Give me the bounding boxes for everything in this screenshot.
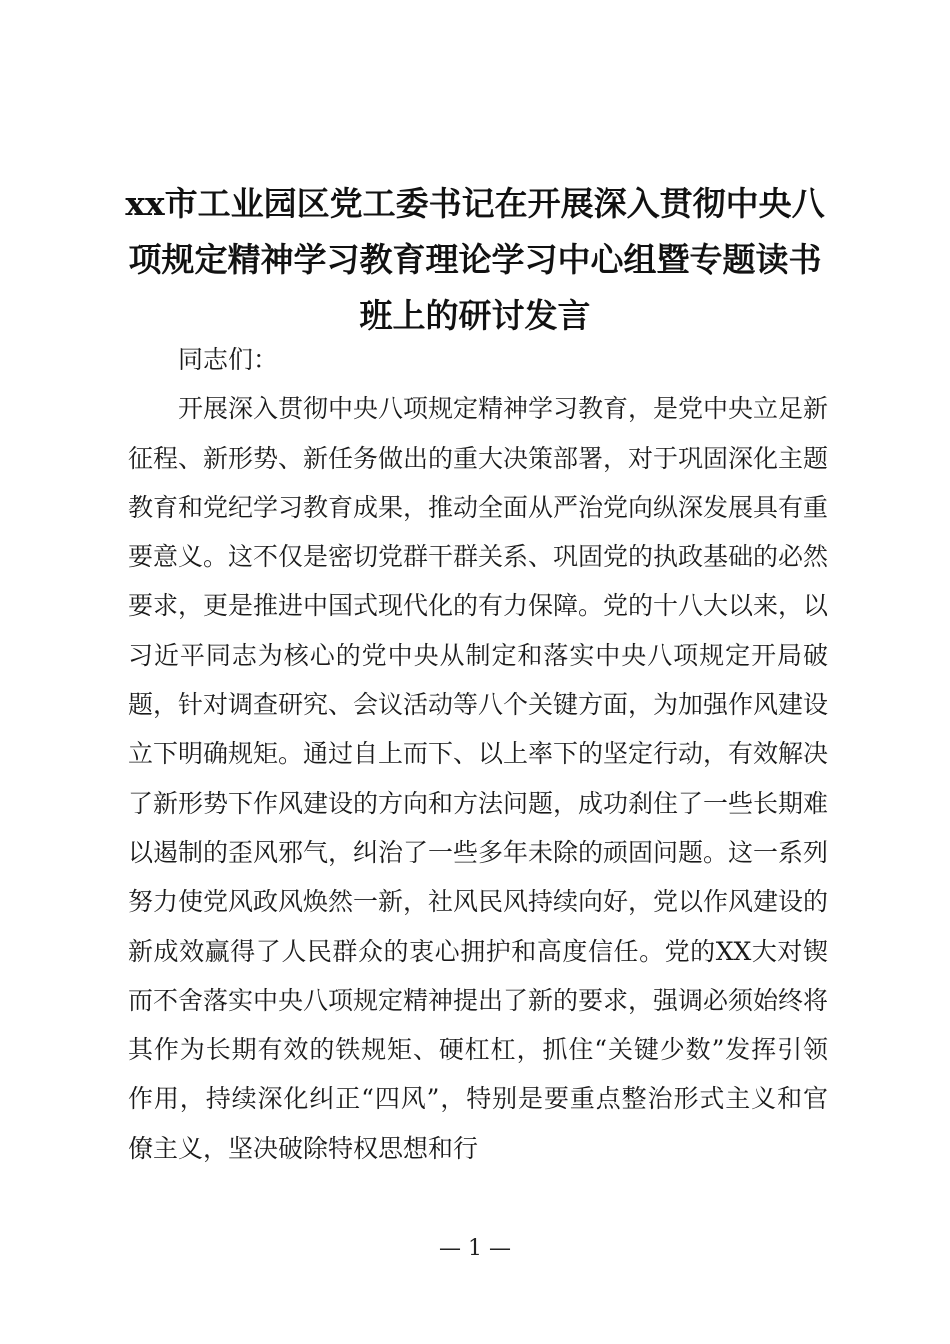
- document-body: [128, 335, 828, 1173]
- salutation: 同志们：: [178, 345, 279, 374]
- page-number: — 1 —: [439, 1236, 511, 1261]
- body-paragraph: 开展深入贯彻中央八项规定精神学习教育，是党中央立足新征程、新形势、新任务做出的重大决策部署，对于巩固深化主题教育和党纪学习教育成果，推动全面从严治党向纵深发展具有重要意义。这不仅是密切党群干群关系、巩固党的执政基础的必然要求，更是推进中国式现代化的有力保障。党的十八大以来，以习近平同志为核心的党中央从制定和落实中央八项规定开局破题，针对调查研究、会议活动等八个关键方面，为加强作风建设立下明确规矩。通过自上而下、以上率下的坚定行动，有效解决了新形势下作风建设的方向和方法问题，成功刹住了一些长期难以遏制的歪风邪气，纠治了一些多年未除的顽固问题。这一系列努力使党风政风焕然一新，社风民风持续向好，党以作风建设的新成效赢得了人民群众的衷心拥护和高度信任。党的XX大对锲而不舍落实中央八项规定精神提出了新的要求，强调必须始终将其作为长期有效的铁规矩、硬杠杠，抓住“关键少数”发挥引领作用，持续深化纠正“四风”，特别是要重点整治形式主义和官僚主义，坚决破除特权思想和行: [128, 394, 829, 1163]
- document-title: xx市工业园区党工委书记在开展深入贯彻中央八项规定精神学习教育理论学习中心组暨专题读书班上的研讨发言: [125, 184, 825, 335]
